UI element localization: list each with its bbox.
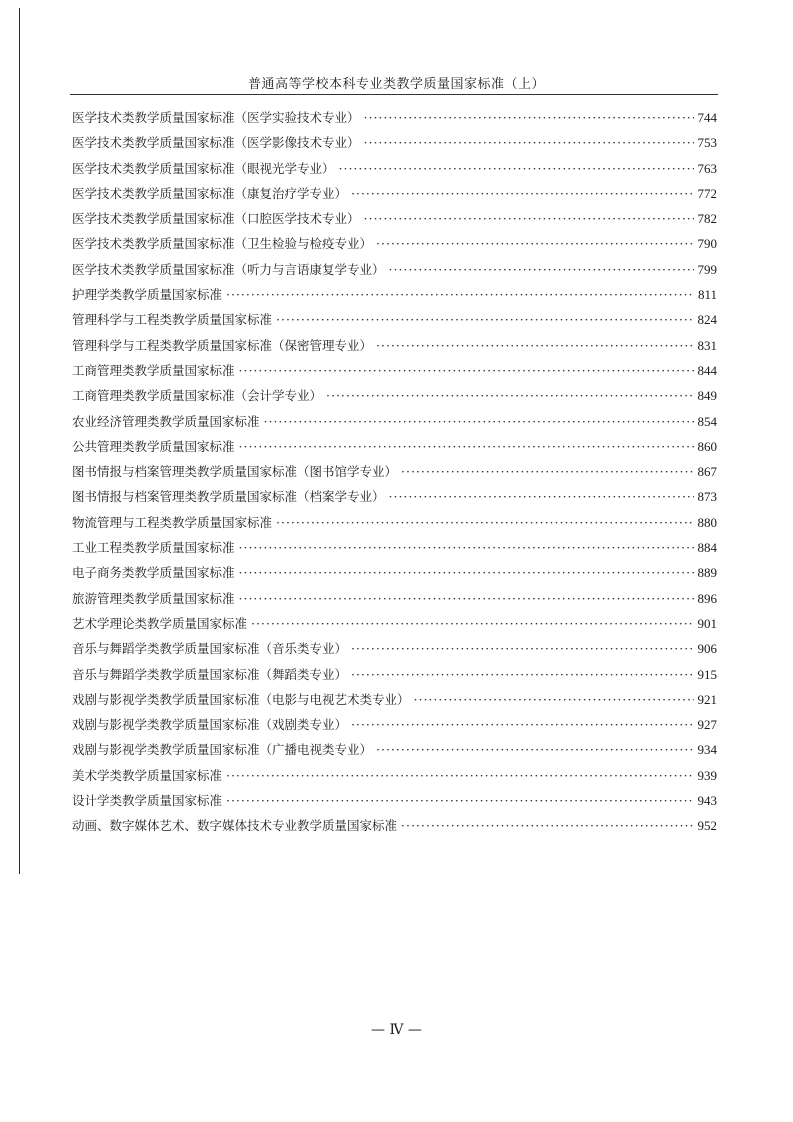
toc-leader-dots xyxy=(364,130,694,155)
toc-leader-dots xyxy=(389,257,694,282)
toc-entry-page: 849 xyxy=(697,388,717,404)
toc-entry[interactable] xyxy=(72,813,717,838)
toc-entry-page: 782 xyxy=(697,211,717,227)
toc-leader-dots xyxy=(401,459,693,484)
header-divider xyxy=(70,94,718,95)
toc-leader-dots xyxy=(276,510,693,535)
toc-entry-page: 889 xyxy=(697,565,717,581)
toc-entry-page: 943 xyxy=(697,793,717,809)
toc-entry-page: 744 xyxy=(697,110,717,125)
toc-entry-page: 799 xyxy=(697,261,717,277)
toc-entry-page: 939 xyxy=(697,767,717,783)
toc-entry-title: 护理学类教学质量国家标准 xyxy=(72,287,223,303)
toc-entry-title: 医学技术类教学质量国家标准（医学影像技术专业） xyxy=(72,135,360,151)
toc-entry[interactable] xyxy=(72,105,717,130)
toc-leader-dots xyxy=(351,712,693,737)
toc-entry[interactable] xyxy=(72,586,717,611)
toc-entry[interactable] xyxy=(72,409,717,434)
toc-entry-title: 公共管理类教学质量国家标准 xyxy=(72,438,235,454)
toc-leader-dots xyxy=(351,662,693,687)
toc-entry[interactable] xyxy=(72,611,717,636)
toc-entry-title: 管理科学与工程类教学质量国家标准（保密管理专业） xyxy=(72,337,373,353)
toc-entry-page: 906 xyxy=(697,641,717,657)
toc-leader-dots xyxy=(326,383,693,408)
toc-entry[interactable] xyxy=(72,358,717,383)
toc-leader-dots xyxy=(364,206,694,231)
toc-entry-page: 811 xyxy=(697,287,717,303)
toc-entry[interactable] xyxy=(72,231,717,256)
toc-entry-page: 873 xyxy=(697,489,717,505)
toc-entry-title: 医学技术类教学质量国家标准（口腔医学技术专业） xyxy=(72,211,360,227)
toc-leader-dots xyxy=(239,434,694,459)
toc-entry[interactable] xyxy=(72,383,717,408)
toc-entry-page: 867 xyxy=(697,464,717,480)
toc-leader-dots xyxy=(276,307,693,332)
toc-entry-title: 戏剧与影视学类教学质量国家标准（广播电视类专业） xyxy=(72,742,373,758)
toc-entry-title: 动画、数字媒体艺术、数字媒体技术专业教学质量国家标准 xyxy=(72,818,398,834)
toc-entry-page: 831 xyxy=(697,337,717,353)
toc-entry-title: 管理科学与工程类教学质量国家标准 xyxy=(72,312,273,328)
table-of-contents xyxy=(72,105,717,839)
toc-entry-title: 戏剧与影视学类教学质量国家标准（电影与电视艺术类专业） xyxy=(72,691,410,707)
toc-entry-page: 921 xyxy=(697,691,717,707)
toc-leader-dots xyxy=(376,231,693,256)
toc-entry-page: 772 xyxy=(697,185,717,201)
toc-leader-dots xyxy=(226,788,693,813)
toc-entry-title: 工商管理类教学质量国家标准 xyxy=(72,362,235,378)
binding-margin-line xyxy=(19,8,20,874)
toc-entry-title: 工业工程类教学质量国家标准 xyxy=(72,540,235,556)
page-number: — Ⅳ — xyxy=(371,1022,422,1038)
toc-entry-title: 图书情报与档案管理类教学质量国家标准（档案学专业） xyxy=(72,489,385,505)
toc-leader-dots xyxy=(226,763,693,788)
toc-entry[interactable] xyxy=(72,257,717,282)
toc-entry[interactable] xyxy=(72,535,717,560)
toc-entry-page: 880 xyxy=(697,514,717,530)
toc-entry-title: 戏剧与影视学类教学质量国家标准（戏剧类专业） xyxy=(72,717,348,733)
toc-entry-title: 图书情报与档案管理类教学质量国家标准（图书馆学专业） xyxy=(72,464,398,480)
toc-entry-title: 音乐与舞蹈学类教学质量国家标准（音乐类专业） xyxy=(72,641,348,657)
toc-entry-page: 753 xyxy=(697,135,717,151)
toc-entry[interactable] xyxy=(72,560,717,585)
toc-leader-dots xyxy=(226,282,694,307)
toc-entry-page: 854 xyxy=(697,413,717,429)
toc-entry-title: 电子商务类教学质量国家标准 xyxy=(72,565,235,581)
toc-entry-page: 884 xyxy=(697,540,717,556)
toc-entry-title: 美术学类教学质量国家标准 xyxy=(72,767,223,783)
toc-entry-page: 763 xyxy=(697,160,717,176)
toc-entry-title: 医学技术类教学质量国家标准（卫生检验与检疫专业） xyxy=(72,236,373,252)
toc-leader-dots xyxy=(389,484,694,509)
toc-entry-title: 医学技术类教学质量国家标准（听力与言语康复学专业） xyxy=(72,261,385,277)
toc-entry-title: 农业经济管理类教学质量国家标准 xyxy=(72,413,260,429)
toc-entry[interactable] xyxy=(72,636,717,661)
toc-leader-dots xyxy=(239,586,694,611)
toc-leader-dots xyxy=(251,611,693,636)
toc-entry[interactable] xyxy=(72,130,717,155)
toc-entry-page: 860 xyxy=(697,438,717,454)
toc-leader-dots xyxy=(239,535,694,560)
toc-entry-page: 896 xyxy=(697,590,717,606)
toc-entry-page: 952 xyxy=(697,818,717,834)
toc-entry-page: 927 xyxy=(697,717,717,733)
toc-leader-dots xyxy=(376,333,693,358)
toc-entry-title: 音乐与舞蹈学类教学质量国家标准（舞蹈类专业） xyxy=(72,666,348,682)
toc-entry[interactable] xyxy=(72,712,717,737)
toc-entry-title: 医学技术类教学质量国家标准（眼视光学专业） xyxy=(72,160,335,176)
toc-entry[interactable] xyxy=(72,333,717,358)
toc-leader-dots xyxy=(264,409,694,434)
toc-entry-page: 901 xyxy=(697,615,717,631)
toc-entry[interactable] xyxy=(72,510,717,535)
toc-entry-title: 艺术学理论类教学质量国家标准 xyxy=(72,615,248,631)
toc-entry-title: 设计学类教学质量国家标准 xyxy=(72,793,223,809)
toc-entry[interactable] xyxy=(72,788,717,813)
toc-leader-dots xyxy=(351,636,693,661)
toc-entry[interactable] xyxy=(72,459,717,484)
toc-leader-dots xyxy=(239,560,694,585)
toc-entry[interactable] xyxy=(72,434,717,459)
toc-entry[interactable] xyxy=(72,307,717,332)
toc-leader-dots xyxy=(351,181,693,206)
toc-leader-dots xyxy=(364,105,694,130)
toc-entry-page: 844 xyxy=(697,362,717,378)
toc-entry-page: 790 xyxy=(697,236,717,252)
toc-entry[interactable] xyxy=(72,737,717,762)
toc-entry-page: 934 xyxy=(697,742,717,758)
toc-leader-dots xyxy=(239,358,694,383)
toc-entry-title: 物流管理与工程类教学质量国家标准 xyxy=(72,514,273,530)
toc-entry-title: 工商管理类教学质量国家标准（会计学专业） xyxy=(72,388,323,404)
toc-entry[interactable] xyxy=(72,206,717,231)
running-header-title: 普通高等学校本科专业类教学质量国家标准（上） xyxy=(247,77,545,92)
toc-entry[interactable] xyxy=(72,181,717,206)
toc-entry[interactable] xyxy=(72,156,717,181)
toc-leader-dots xyxy=(414,687,694,712)
toc-entry-title: 医学技术类教学质量国家标准（医学实验技术专业） xyxy=(72,110,360,125)
toc-entry-title: 旅游管理类教学质量国家标准 xyxy=(72,590,235,606)
toc-leader-dots xyxy=(376,737,693,762)
toc-entry[interactable] xyxy=(72,687,717,712)
toc-entry-page: 915 xyxy=(697,666,717,682)
toc-entry-page: 824 xyxy=(697,312,717,328)
toc-leader-dots xyxy=(339,156,694,181)
toc-entry[interactable] xyxy=(72,662,717,687)
toc-entry[interactable] xyxy=(72,484,717,509)
toc-leader-dots xyxy=(401,813,693,838)
toc-entry-title: 医学技术类教学质量国家标准（康复治疗学专业） xyxy=(72,185,348,201)
toc-entry[interactable] xyxy=(72,763,717,788)
toc-entry[interactable] xyxy=(72,282,717,307)
